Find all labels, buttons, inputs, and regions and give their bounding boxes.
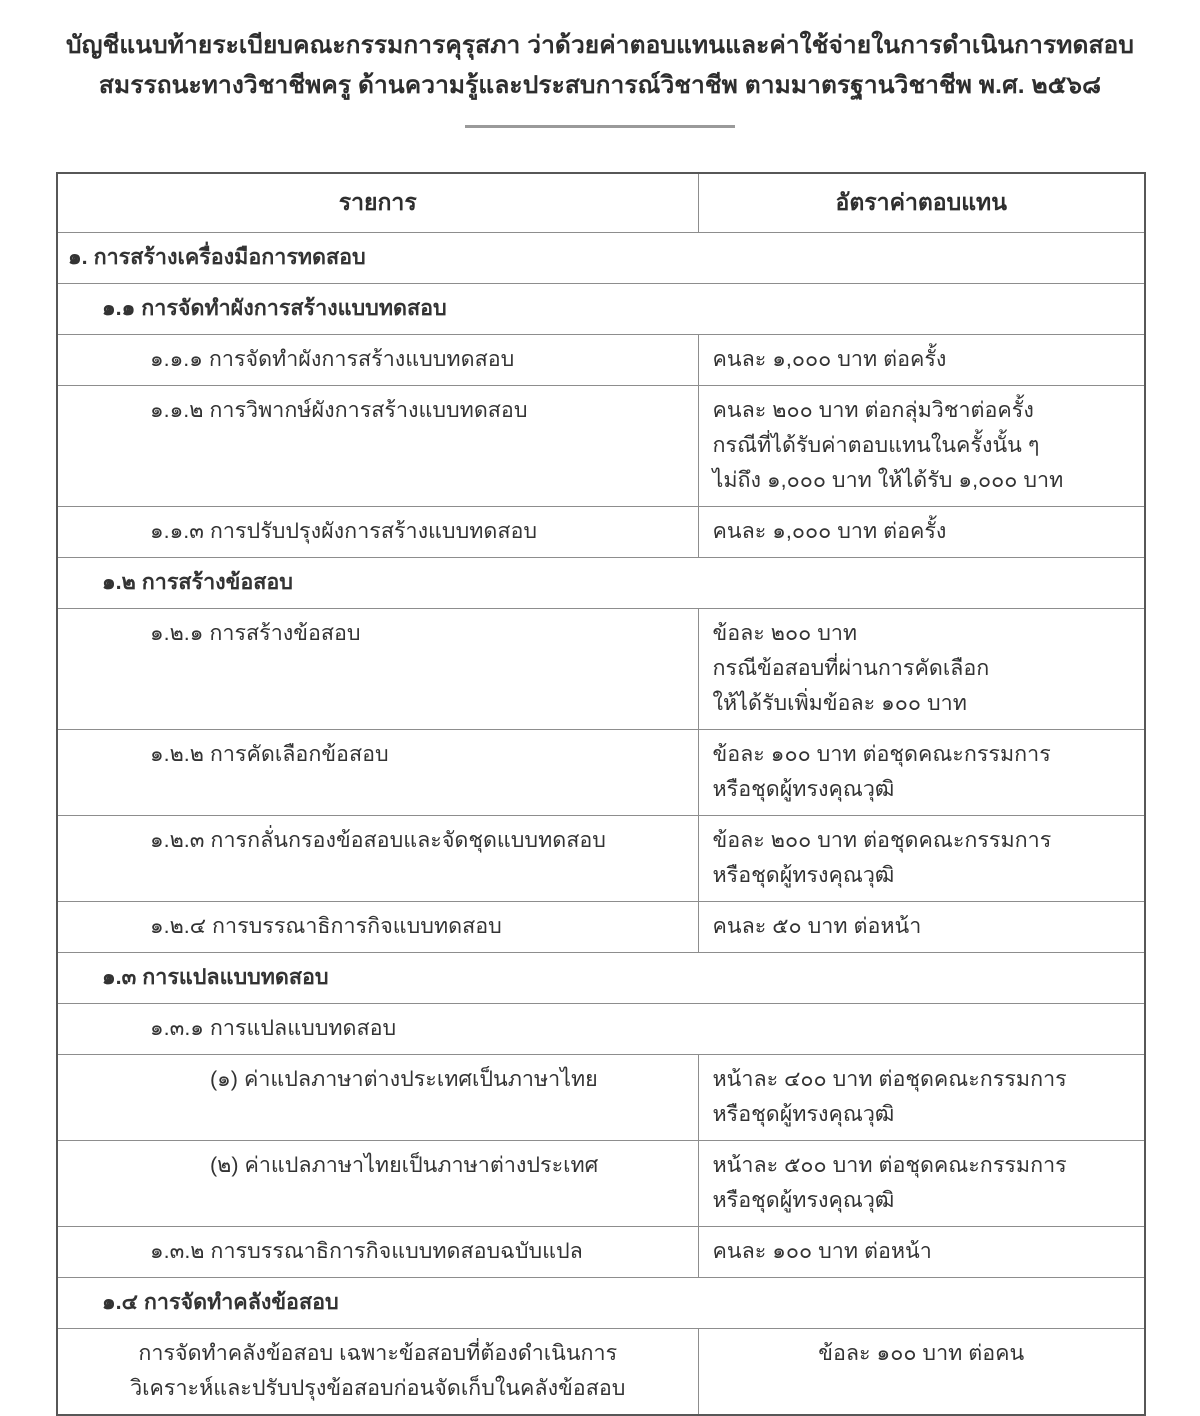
cell-item-text: [58, 1278, 1144, 1328]
table-row: [57, 1329, 1145, 1416]
text-line: ๑.๒.๔ การบรรณาธิการกิจแบบทดสอบ: [150, 914, 502, 938]
document-title-line-2: สมรรถนะทางวิชาชีพครู ด้านความรู้และประสบการณ์วิชาชีพ ตามมาตรฐานวิชาชีพ พ.ศ. ๒๕๖๘: [98, 72, 1102, 99]
cell-rate-text: [699, 1055, 1145, 1140]
cell-rate-text: [699, 1141, 1145, 1226]
cell-rate-text: [699, 507, 1145, 557]
text-line: ๑.๒.๓ การกลั่นกรองข้อสอบและจัดชุดแบบทดสอบ: [150, 828, 606, 852]
text-line: ๑.๑.๒ การวิพากษ์ผังการสร้างแบบทดสอบ: [150, 398, 528, 422]
cell-item-text: [58, 816, 698, 866]
text-line: คนละ ๑,๐๐๐ บาท ต่อครั้ง: [712, 347, 947, 371]
text-line: ไม่ถึง ๑,๐๐๐ บาท ให้ได้รับ ๑,๐๐๐ บาท: [712, 468, 1064, 492]
horizontal-rule: [465, 125, 735, 128]
cell-item: [57, 386, 698, 507]
table-row: [57, 609, 1145, 730]
text-line: ข้อละ ๑๐๐ บาท ต่อชุดคณะกรรมการ: [712, 742, 1051, 766]
cell-item: [57, 816, 698, 902]
cell-item-text: [58, 386, 698, 436]
cell-item-text: [58, 609, 698, 659]
text-line: ๑.๓.๑ การแปลแบบทดสอบ: [150, 1016, 397, 1040]
fee-table-wrapper: [56, 172, 1144, 1416]
text-line: คนละ ๑๐๐ บาท ต่อหน้า: [712, 1239, 932, 1263]
cell-rate-text: [699, 902, 1145, 952]
cell-rate-text: [699, 386, 1145, 506]
cell-rate: [698, 335, 1145, 386]
cell-item-text: [58, 1141, 698, 1191]
cell-rate-text: [699, 816, 1145, 901]
cell-rate-text: [699, 1227, 1145, 1277]
text-line: ๑.๑.๓ การปรับปรุงผังการสร้างแบบทดสอบ: [150, 519, 538, 543]
cell-item-text: [58, 953, 1144, 1003]
cell-item-text: [58, 233, 1144, 283]
cell-rate: [698, 1141, 1145, 1227]
table-row: [57, 1141, 1145, 1227]
text-line: (๒) ค่าแปลภาษาไทยเป็นภาษาต่างประเทศ: [210, 1153, 599, 1177]
text-line: คนละ ๕๐ บาท ต่อหน้า: [712, 914, 922, 938]
text-line: หรือชุดผู้ทรงคุณวุฒิ: [712, 1188, 895, 1212]
cell-item: [57, 1278, 1145, 1329]
text-line: ข้อละ ๒๐๐ บาท ต่อชุดคณะกรรมการ: [712, 828, 1052, 852]
title-divider: [0, 125, 1200, 143]
cell-rate: [698, 609, 1145, 730]
document-title-line-1: บัญชีแนบท้ายระเบียบคณะกรรมการคุรุสภา ว่าด้วยค่าตอบแทนและค่าใช้จ่ายในการดำเนินการทดสอบ: [66, 32, 1134, 59]
cell-item: [57, 730, 698, 816]
table-row: [57, 1227, 1145, 1278]
table-row: [57, 816, 1145, 902]
cell-item: [57, 1055, 698, 1141]
cell-rate: [698, 730, 1145, 816]
text-line: ๑.๓ การแปลแบบทดสอบ: [102, 965, 329, 989]
text-line: ๑.๑ การจัดทำผังการสร้างแบบทดสอบ: [102, 296, 447, 320]
table-row: [57, 233, 1145, 284]
cell-item: [57, 1004, 1145, 1055]
table-header-row: [57, 173, 1145, 233]
cell-rate: [698, 902, 1145, 953]
table-row: [57, 507, 1145, 558]
cell-item-text: [58, 335, 698, 385]
text-line: กรณีที่ได้รับค่าตอบแทนในครั้งนั้น ๆ: [712, 433, 1040, 457]
cell-item-text: [58, 1055, 698, 1105]
table-row: [57, 1055, 1145, 1141]
cell-rate-text: [699, 609, 1145, 729]
table-row: [57, 953, 1145, 1004]
header-label-rate: อัตราค่าตอบแทน: [835, 189, 1007, 215]
text-line: หรือชุดผู้ทรงคุณวุฒิ: [712, 777, 895, 801]
cell-rate: [698, 507, 1145, 558]
table-row: [57, 1004, 1145, 1055]
table-row: [57, 558, 1145, 609]
text-line: ๑.๑.๑ การจัดทำผังการสร้างแบบทดสอบ: [150, 347, 515, 371]
text-line: คนละ ๒๐๐ บาท ต่อกลุ่มวิชาต่อครั้ง: [712, 398, 1034, 422]
cell-rate: [698, 1055, 1145, 1141]
text-line: การจัดทำคลังข้อสอบ เฉพาะข้อสอบที่ต้องดำเนินการ: [138, 1341, 618, 1365]
cell-item-text: [58, 284, 1144, 334]
cell-item: [57, 1141, 698, 1227]
text-line: กรณีข้อสอบที่ผ่านการคัดเลือก: [712, 656, 990, 680]
text-line: ๑.๒.๒ การคัดเลือกข้อสอบ: [150, 742, 389, 766]
text-line: ข้อละ ๑๐๐ บาท ต่อคน: [818, 1341, 1025, 1365]
header-cell-item: [57, 173, 698, 233]
cell-rate: [698, 386, 1145, 507]
cell-item: [57, 953, 1145, 1004]
cell-item: [57, 1227, 698, 1278]
cell-item: [57, 507, 698, 558]
table-row: [57, 730, 1145, 816]
text-line: คนละ ๑,๐๐๐ บาท ต่อครั้ง: [712, 519, 947, 543]
text-line: ๑.๓.๒ การบรรณาธิการกิจแบบทดสอบฉบับแปล: [150, 1239, 583, 1263]
cell-item-text: [58, 507, 698, 557]
cell-rate-text: [699, 1329, 1145, 1379]
text-line: (๑) ค่าแปลภาษาต่างประเทศเป็นภาษาไทย: [210, 1067, 598, 1091]
table-row: [57, 284, 1145, 335]
cell-rate-text: [699, 335, 1145, 385]
cell-item: [57, 609, 698, 730]
document-title-block: [0, 0, 1200, 106]
header-cell-rate: [698, 173, 1145, 233]
cell-item-text: [58, 730, 698, 780]
table-row: [57, 335, 1145, 386]
text-line: ๑. การสร้างเครื่องมือการทดสอบ: [68, 245, 366, 269]
fee-table: [56, 172, 1146, 1416]
cell-item: [57, 558, 1145, 609]
cell-item-text: [58, 1227, 698, 1277]
cell-rate: [698, 1227, 1145, 1278]
cell-item-text: [58, 1329, 698, 1414]
cell-item: [57, 233, 1145, 284]
cell-item: [57, 284, 1145, 335]
text-line: ๑.๒.๑ การสร้างข้อสอบ: [150, 621, 361, 645]
cell-item: [57, 1329, 698, 1416]
cell-item: [57, 902, 698, 953]
cell-item-text: [58, 558, 1144, 608]
text-line: หน้าละ ๔๐๐ บาท ต่อชุดคณะกรรมการ: [712, 1067, 1067, 1091]
text-line: ๑.๔ การจัดทำคลังข้อสอบ: [102, 1290, 339, 1314]
text-line: หรือชุดผู้ทรงคุณวุฒิ: [712, 1102, 895, 1126]
table-row: [57, 1278, 1145, 1329]
text-line: วิเคราะห์และปรับปรุงข้อสอบก่อนจัดเก็บในคลังข้อสอบ: [130, 1376, 626, 1400]
table-row: [57, 902, 1145, 953]
text-line: หรือชุดผู้ทรงคุณวุฒิ: [712, 863, 895, 887]
cell-item: [57, 335, 698, 386]
cell-item-text: [58, 1004, 1144, 1054]
text-line: หน้าละ ๕๐๐ บาท ต่อชุดคณะกรรมการ: [712, 1153, 1067, 1177]
cell-rate-text: [699, 730, 1145, 815]
text-line: ๑.๒ การสร้างข้อสอบ: [102, 570, 293, 594]
fee-table-body: [57, 173, 1145, 1415]
text-line: ให้ได้รับเพิ่มข้อละ ๑๐๐ บาท: [712, 691, 967, 715]
cell-item-text: [58, 902, 698, 952]
cell-rate: [698, 1329, 1145, 1416]
cell-rate: [698, 816, 1145, 902]
text-line: ข้อละ ๒๐๐ บาท: [712, 621, 858, 645]
table-row: [57, 386, 1145, 507]
header-label-item: รายการ: [338, 189, 417, 215]
